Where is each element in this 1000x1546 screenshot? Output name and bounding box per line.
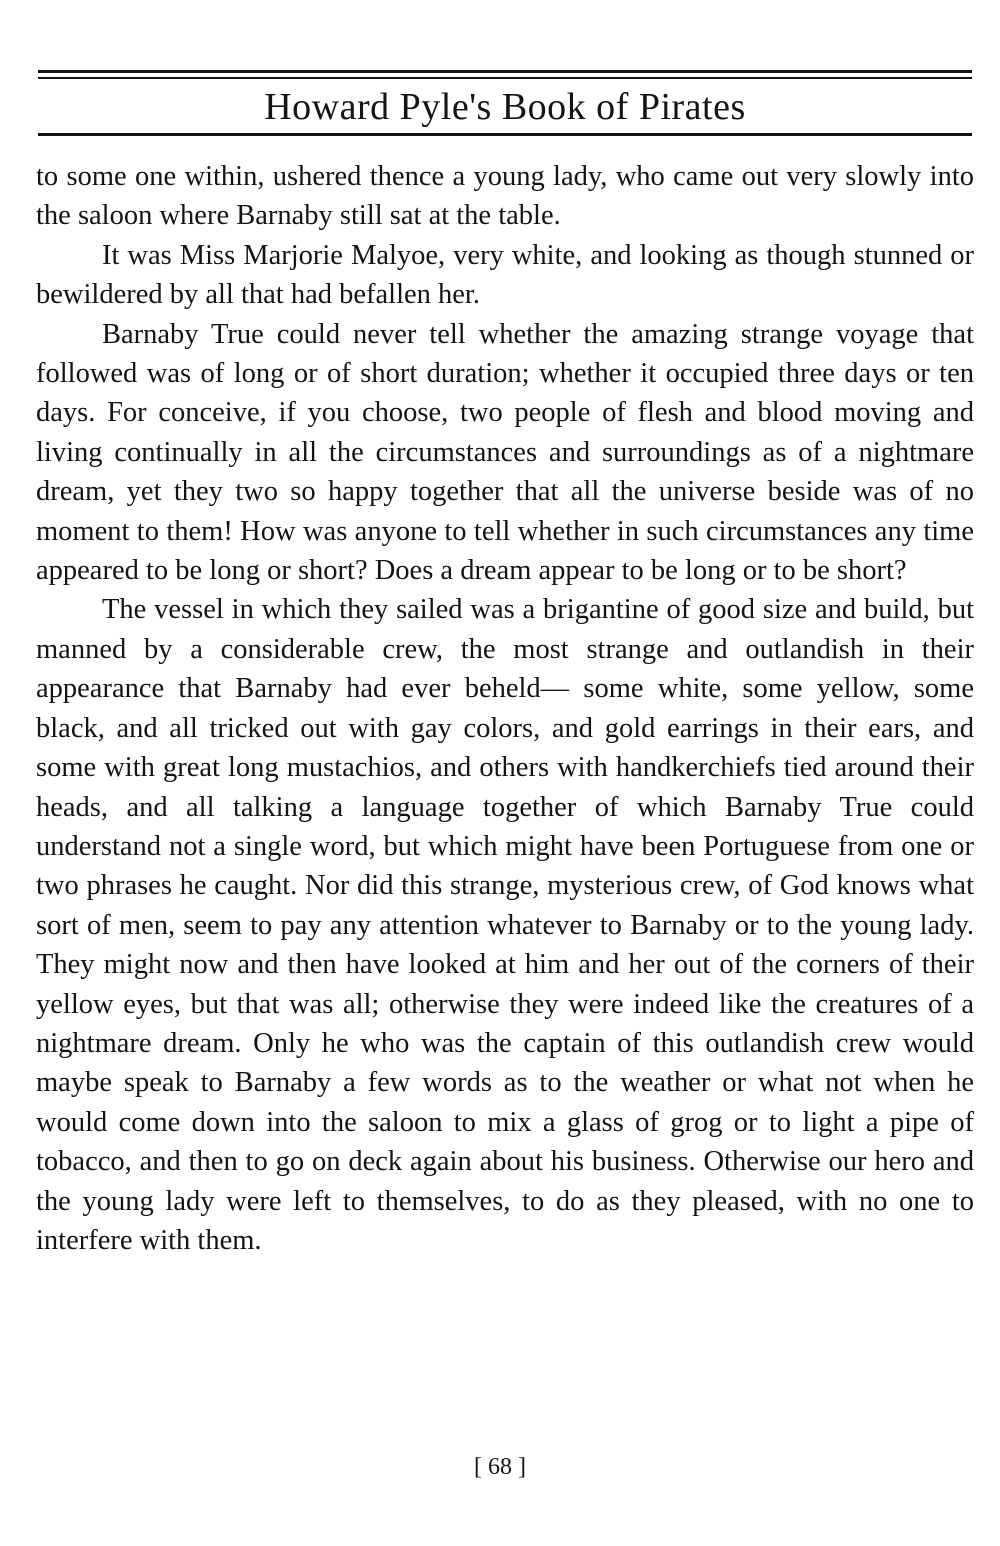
body-text	[36, 157, 974, 1260]
running-head-rule	[38, 133, 972, 136]
paragraph-continued: to some one within, ushered thence a young lady, who came out very slowly into the saloon where Barnaby still sat at the table.	[36, 161, 974, 232]
paragraph: The vessel in which they sailed was a brigantine of good size and build, but manned by a considerable crew, the most strange and outlandish in their appearance that Barnaby had ever beheld— some white, some yellow, some black, and all tricked out with gay colors, and gold earrings in their ears, and some with great long mustachios, and others with handkerchiefs tied around their heads, and all talking a language together of which Barnaby True could understand not a single word, but which might have been Portuguese from one or two phrases he caught. Nor did this strange, mysterious crew, of God knows what sort of men, seem to pay any attention whatever to Barnaby or to the young lady. They might now and then have looked at him and her out of the corners of their yellow eyes, but that was all; otherwise they were indeed like the creatures of a nightmare dream. Only he who was the captain of this outlandish crew would maybe speak to Barnaby a few words as to the weather or what not when he would come down into the saloon to mix a glass of grog or to light a pipe of tobacco, and then to go on deck again about his business. Otherwise our hero and the young lady were left to themselves, to do as they pleased, with no one to interfere with them.	[36, 594, 974, 1256]
running-head: Howard Pyle's Book of Pirates	[264, 86, 746, 128]
top-double-rule-lower	[38, 77, 972, 79]
paragraph: Barnaby True could never tell whether the amazing strange voyage that followed was of long or of short duration; whether it occupied three days or ten days. For conceive, if you choose, two people of flesh and blood moving and living continually in all the circumstances and surroundings as of a nightmare dream, yet they two so happy together that all the universe beside was of no moment to them! How was anyone to tell whether in such circumstances any time appeared to be long or short? Does a dream appear to be long or to be short?	[36, 318, 974, 587]
top-double-rule-upper	[38, 70, 972, 73]
page-number: [ 68 ]	[474, 1454, 526, 1480]
paragraph: It was Miss Marjorie Malyoe, very white, and looking as though stunned or bewildered by all that had befallen her.	[36, 239, 974, 311]
